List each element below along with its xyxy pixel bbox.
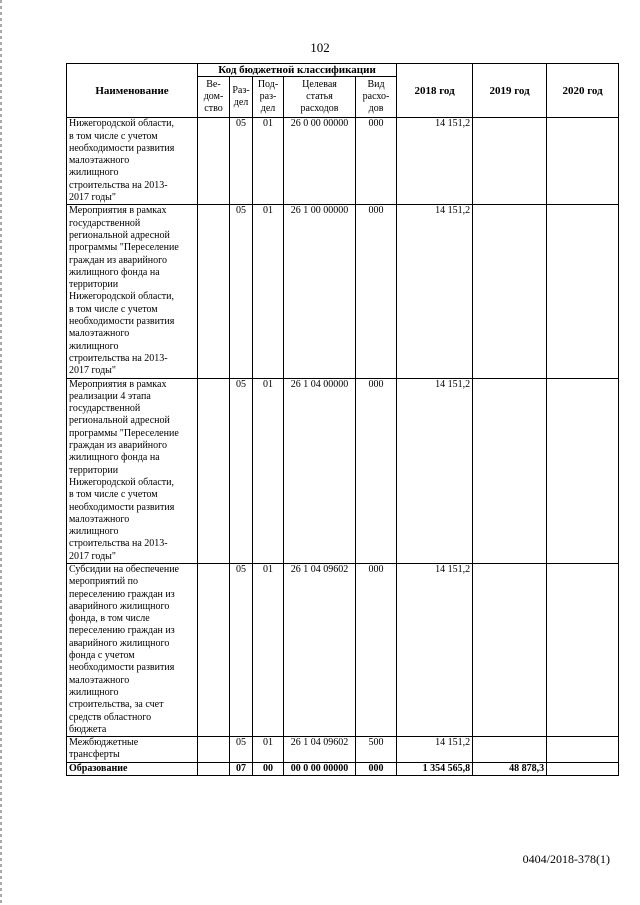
row-2018: 14 151,2 xyxy=(397,205,473,378)
row-vid: 000 xyxy=(356,378,397,563)
page-number: 102 xyxy=(310,40,330,55)
row-name: Субсидии на обеспечение мероприятий по переселению граждан из аварийного жилищного фонда, в том числе переселению граждан из аварийного жилищного фонда с учетом необходимости развития малоэтажного жилищного строительства, за счет средств областного бюджета xyxy=(67,563,198,736)
row-target: 26 1 04 00000 xyxy=(284,378,356,563)
header-razdel: Раз- дел xyxy=(230,77,253,118)
header-podrazdel: Под- раз- дел xyxy=(253,77,284,118)
total-razdel: 07 xyxy=(230,762,253,775)
row-name: Мероприятия в рамках государственной региональной адресной программы "Переселение граждан из аварийного жилищного фонда на территории Нижегородской области, в том числе с учетом необходимости развития малоэтажного жилищного строительства на 2013- 2017 годы" xyxy=(67,205,198,378)
row-podrazdel: 01 xyxy=(253,737,284,763)
row-target: 26 1 00 00000 xyxy=(284,205,356,378)
row-target: 26 0 00 00000 xyxy=(284,118,356,205)
row-vid: 000 xyxy=(356,563,397,736)
header-year-2019: 2019 год xyxy=(473,64,547,118)
table-header xyxy=(67,64,619,118)
scan-edge xyxy=(0,0,2,905)
row-razdel: 05 xyxy=(230,737,253,763)
row-2018: 14 151,2 xyxy=(397,563,473,736)
row-podrazdel: 01 xyxy=(253,378,284,563)
row-razdel: 05 xyxy=(230,378,253,563)
row-2019 xyxy=(473,378,547,563)
header-code-group: Код бюджетной классификации xyxy=(198,64,397,77)
row-vid: 000 xyxy=(356,205,397,378)
table-row xyxy=(67,205,619,378)
row-podrazdel: 01 xyxy=(253,563,284,736)
row-razdel: 05 xyxy=(230,563,253,736)
document-code: 0404/2018-378(1) xyxy=(522,852,610,866)
row-podrazdel: 01 xyxy=(253,205,284,378)
header-name: Наименование xyxy=(67,64,198,118)
total-2018: 1 354 565,8 xyxy=(397,762,473,775)
total-row xyxy=(67,762,619,775)
header-vid: Вид расхо- дов xyxy=(356,77,397,118)
row-name: Межбюджетные трансферты xyxy=(67,737,198,763)
row-vedomstvo xyxy=(198,118,230,205)
total-2020 xyxy=(547,762,619,775)
row-2020 xyxy=(547,205,619,378)
total-vid: 000 xyxy=(356,762,397,775)
row-vedomstvo xyxy=(198,737,230,763)
header-year-2020: 2020 год xyxy=(547,64,619,118)
row-vedomstvo xyxy=(198,378,230,563)
row-2019 xyxy=(473,563,547,736)
row-vedomstvo xyxy=(198,563,230,736)
header-target: Целевая статья расходов xyxy=(284,77,356,118)
row-2018: 14 151,2 xyxy=(397,378,473,563)
table-row xyxy=(67,737,619,763)
total-podrazdel: 00 xyxy=(253,762,284,775)
row-2018: 14 151,2 xyxy=(397,118,473,205)
row-podrazdel: 01 xyxy=(253,118,284,205)
row-target: 26 1 04 09602 xyxy=(284,737,356,763)
header-vedomstvo: Ве- дом- ство xyxy=(198,77,230,118)
row-2018: 14 151,2 xyxy=(397,737,473,763)
row-vedomstvo xyxy=(198,205,230,378)
row-target: 26 1 04 09602 xyxy=(284,563,356,736)
total-target: 00 0 00 00000 xyxy=(284,762,356,775)
table-row xyxy=(67,118,619,205)
row-2020 xyxy=(547,378,619,563)
total-name: Образование xyxy=(67,762,198,775)
row-vid: 500 xyxy=(356,737,397,763)
row-2020 xyxy=(547,563,619,736)
row-2019 xyxy=(473,205,547,378)
row-name: Мероприятия в рамках реализации 4 этапа государственной региональной адресной программы "Переселение граждан из аварийного жилищного фонда на территории Нижегородской области, в том числе с учетом необходимости развития малоэтажного жилищного строительства на 2013- 2017 годы" xyxy=(67,378,198,563)
table-row xyxy=(67,378,619,563)
budget-table xyxy=(66,63,619,776)
row-razdel: 05 xyxy=(230,118,253,205)
row-razdel: 05 xyxy=(230,205,253,378)
row-2019 xyxy=(473,118,547,205)
row-vid: 000 xyxy=(356,118,397,205)
header-year-2018: 2018 год xyxy=(397,64,473,118)
row-2020 xyxy=(547,737,619,763)
total-vedomstvo xyxy=(198,762,230,775)
row-name: Нижегородской области, в том числе с учетом необходимости развития малоэтажного жилищного строительства на 2013- 2017 годы" xyxy=(67,118,198,205)
table-row xyxy=(67,563,619,736)
total-2019: 48 878,3 xyxy=(473,762,547,775)
row-2020 xyxy=(547,118,619,205)
row-2019 xyxy=(473,737,547,763)
